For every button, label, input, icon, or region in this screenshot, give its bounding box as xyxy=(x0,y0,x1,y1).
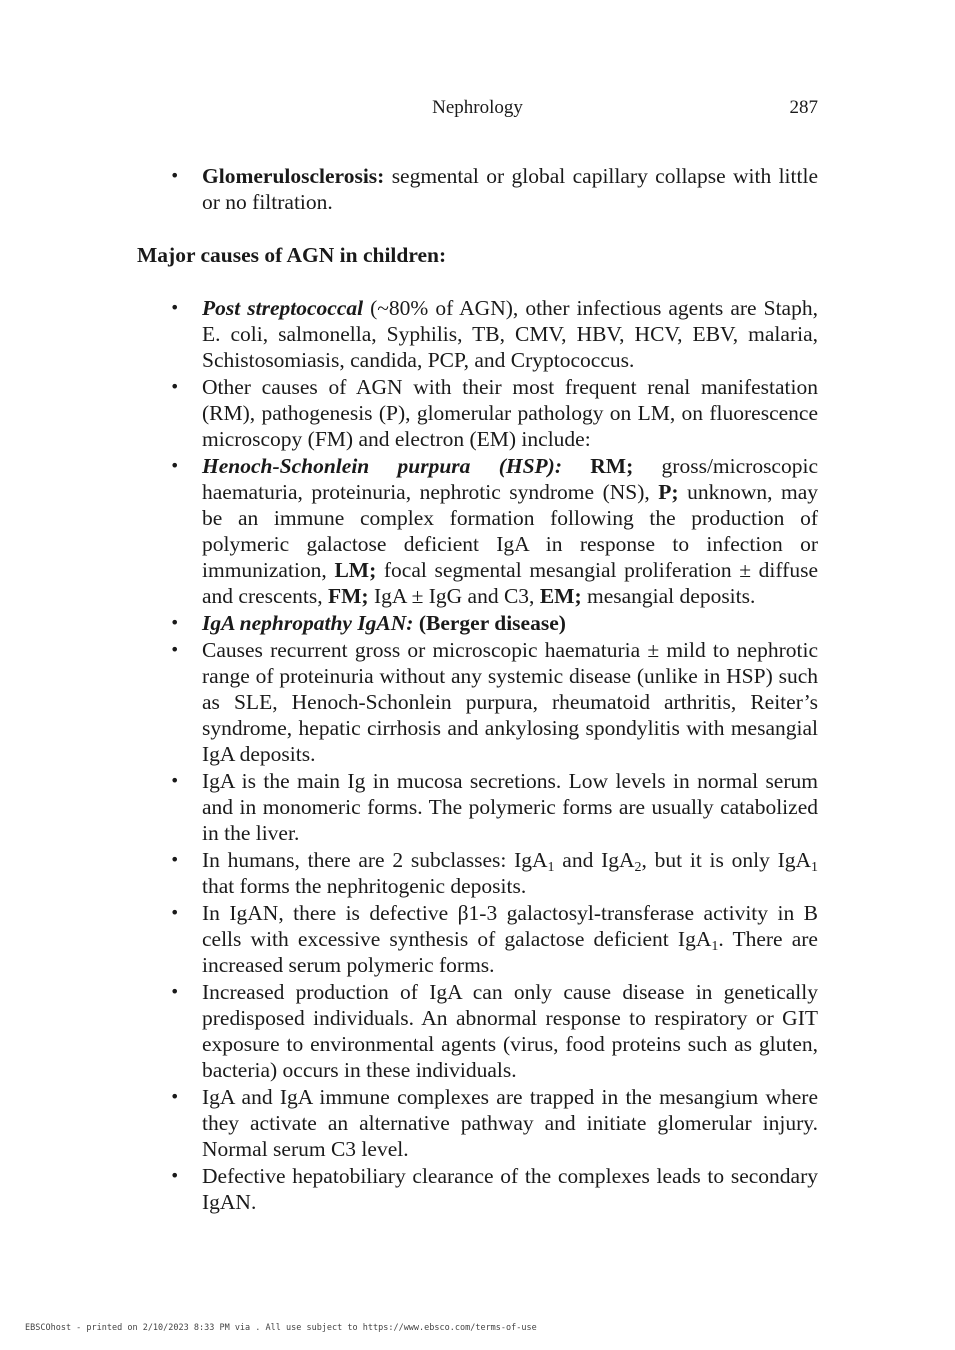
list-item-causes xyxy=(202,637,818,767)
hsp-fm-text: IgA ± IgG and C3, xyxy=(368,584,540,608)
hepatobiliary-text: Defective hepatobiliary clearance of the complexes leads to secondary IgAN. xyxy=(202,1164,818,1214)
term-hsp: Henoch-Schonlein purpura (HSP): xyxy=(202,454,562,478)
subscript-2: 2 xyxy=(634,860,642,875)
hsp-em-text: mesangial deposits. xyxy=(581,584,756,608)
post-streptococcal-text: (~80% of AGN), other infectious agents are Staph, E. coli, salmonella, Syphilis, TB, CMV, HBV, HCV, EBV, malaria, Schistosomiasis, candida, PCP, and Cryptococcus. xyxy=(202,296,818,372)
list-item-trapped xyxy=(202,1084,818,1162)
label-p: P; xyxy=(658,480,679,504)
subclass-text-a: In humans, there are 2 subclasses: IgA xyxy=(202,848,548,872)
defective-text-b: . There are increased serum polymeric forms. xyxy=(202,927,818,977)
glomerulosclerosis-definition: segmental or global capillary collapse with little or no filtration. xyxy=(202,164,818,214)
list-item-subclasses xyxy=(202,847,818,899)
causes-text: Causes recurrent gross or microscopic haematuria ± mild to nephrotic range of proteinuria without any systemic disease (unlike in HSP) such as SLE, Henoch-Schonlein purpura, rheumatoid arthritis, Reiter’s syndrome, hepatic cirrhosis and ankylosing spondylitis with mesangial IgA deposits. xyxy=(202,638,818,766)
other-causes-text: Other causes of AGN with their most frequent renal manifestation (RM), pathogenesis (P), glomerular pathology on LM, on fluorescence microscopy (FM) and electron (EM) include: xyxy=(202,375,818,451)
defective-text-a: In IgAN, there is defective β1-3 galactosyl-transferase activity in B cells with excessive synthesis of galactose deficient IgA xyxy=(202,901,818,951)
trapped-text: IgA and IgA immune complexes are trapped in the mesangium where they activate an alternative pathway and initiate glomerular injury. Normal serum C3 level. xyxy=(202,1085,818,1161)
berger-disease: (Berger disease) xyxy=(413,611,566,635)
list-item-other-causes xyxy=(202,374,818,452)
hsp-p-text: unknown, may be an immune complex formation following the production of polymeric galactose deficient IgA in response to infection or immunization, xyxy=(202,480,818,582)
term-igan: IgA nephropathy IgAN: xyxy=(202,611,414,635)
term-glomerulosclerosis: Glomerulosclerosis: xyxy=(202,164,385,188)
agn-causes-list xyxy=(202,295,818,1216)
list-item-hsp xyxy=(202,453,818,609)
subclass-text-c: , but it is only IgA xyxy=(641,848,812,872)
section-heading: Major causes of AGN in children: xyxy=(137,243,447,267)
subclass-text-d: that forms the nephritogenic deposits. xyxy=(202,874,527,898)
subscript-defective: 1 xyxy=(711,939,719,954)
list-item-post-streptococcal xyxy=(202,295,818,373)
subscript-3: 1 xyxy=(811,860,819,875)
hsp-lm-text: focal segmental mesangial proliferation ± diffuse and crescents, xyxy=(202,558,818,608)
list-item-hepatobiliary xyxy=(202,1163,818,1215)
label-rm: RM; xyxy=(590,454,634,478)
subclass-text-b: and IgA xyxy=(554,848,635,872)
page-number: 287 xyxy=(789,97,818,118)
subscript-1: 1 xyxy=(547,860,555,875)
list-item-defective xyxy=(202,900,818,978)
list-item-igan xyxy=(202,610,818,636)
glomerular-terms-list xyxy=(202,163,818,216)
increased-text: Increased production of IgA can only cause disease in genetically predisposed individuals. An abnormal response to respiratory or GIT exposure to environmental agents (virus, food proteins such as gluten, bacteria) occurs in these individuals. xyxy=(202,980,818,1082)
iga-main-text: IgA is the main Ig in mucosa secretions. Low levels in normal serum and in monomeric forms. The polymeric forms are usually catabolized in the liver. xyxy=(202,769,818,845)
label-fm: FM; xyxy=(327,584,369,608)
list-item-glomerulosclerosis xyxy=(202,163,818,215)
label-lm: LM; xyxy=(334,558,377,582)
list-item-iga-main xyxy=(202,768,818,846)
ebsco-footer: EBSCOhost - printed on 2/10/2023 8:33 PM via . All use subject to https://www.ebsco.com/terms-of-use xyxy=(25,1323,537,1333)
list-item-increased-production xyxy=(202,979,818,1083)
term-post-streptococcal: Post streptococcal xyxy=(202,296,364,320)
running-header-title: Nephrology xyxy=(432,97,523,118)
hsp-rm-text: gross/microscopic haematuria, proteinuria, nephrotic syndrome (NS), xyxy=(202,454,818,504)
label-em: EM; xyxy=(539,584,582,608)
